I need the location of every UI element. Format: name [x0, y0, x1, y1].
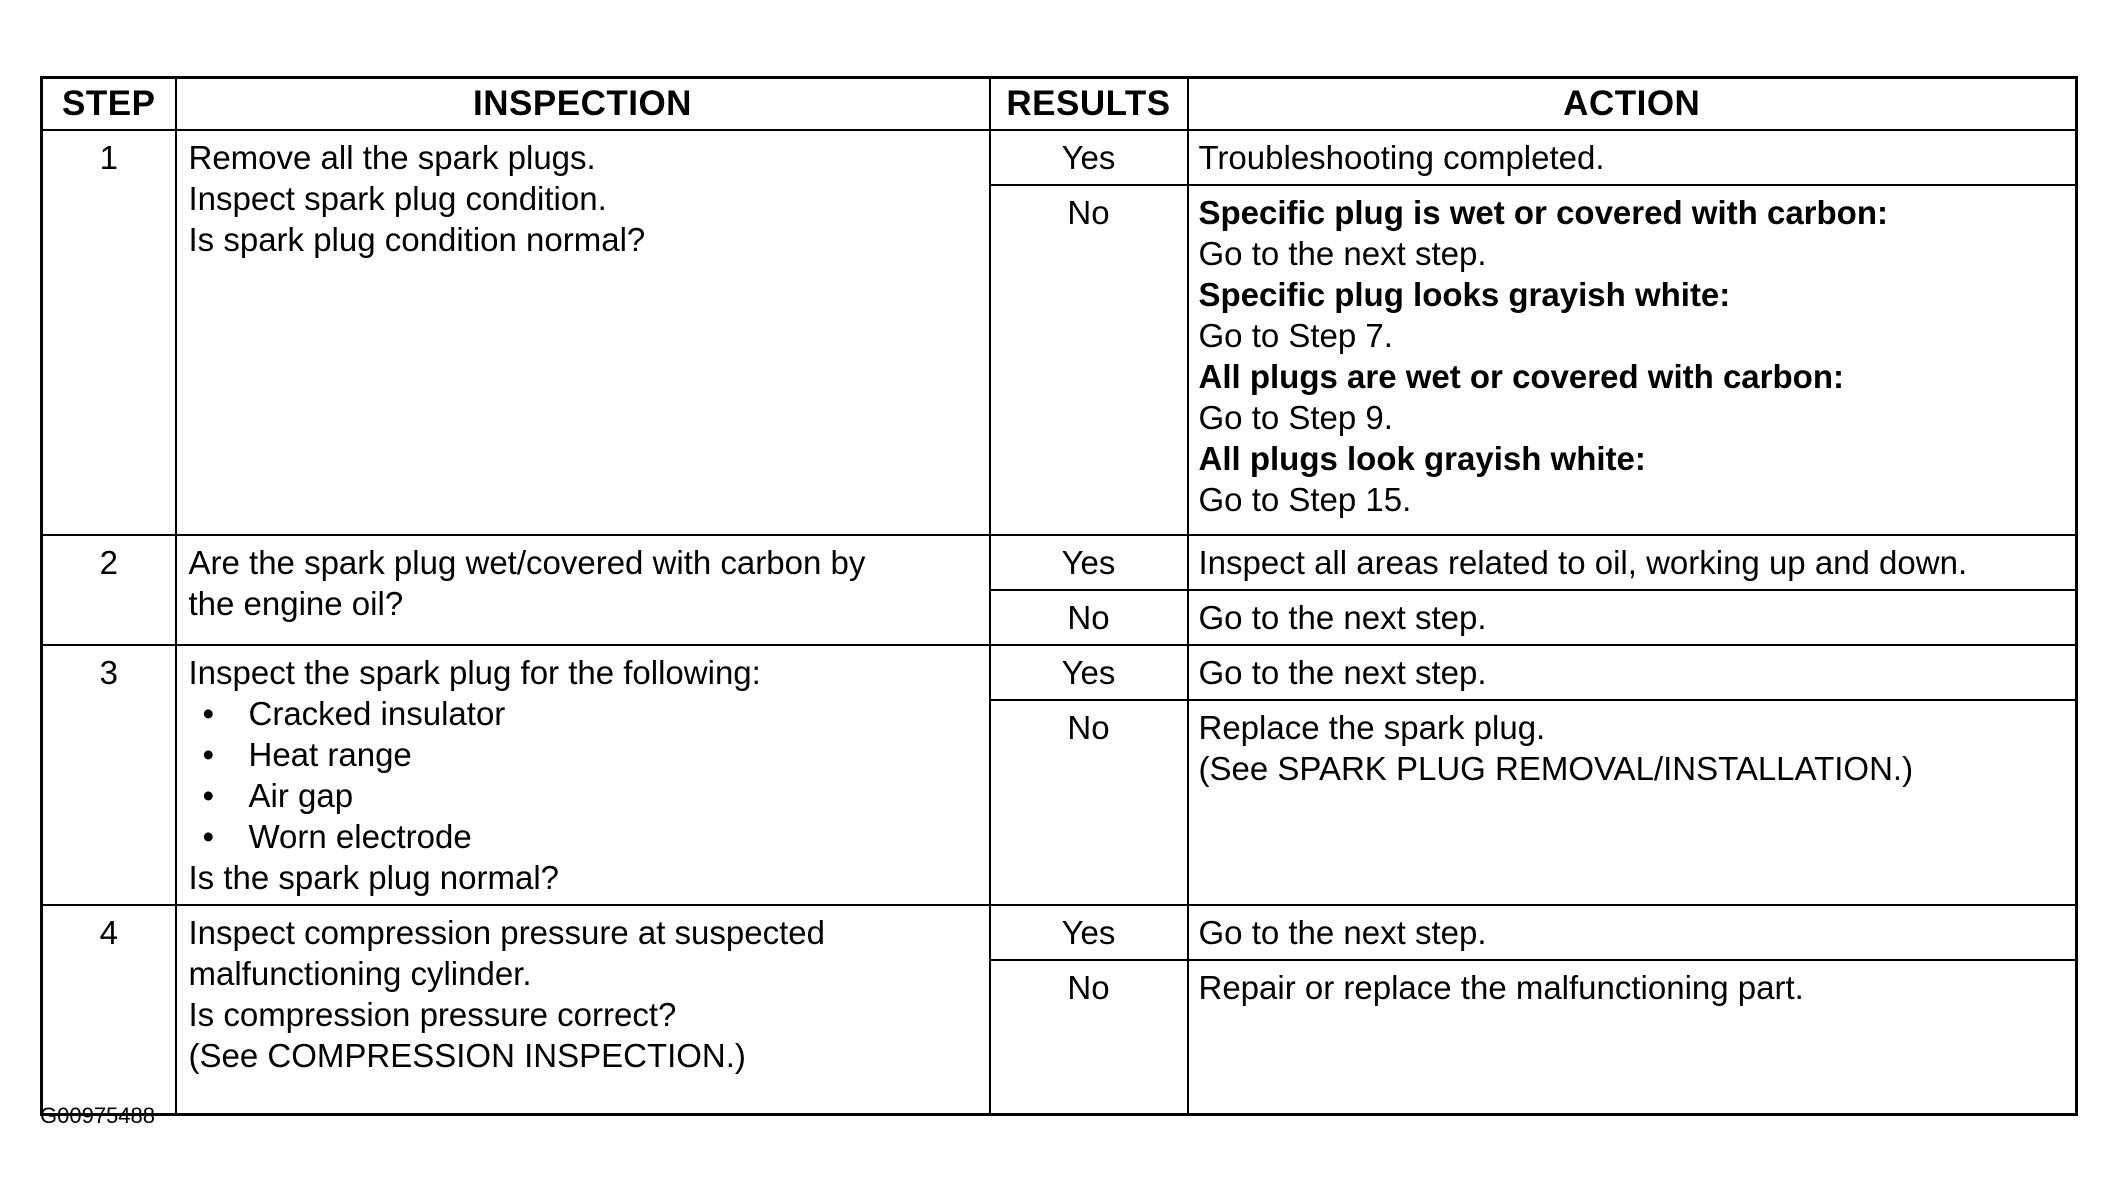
result-no: No [990, 700, 1188, 905]
bullet-text: Heat range [248, 736, 412, 773]
diagnostic-procedure-document [40, 76, 2075, 1116]
header-results: RESULTS [990, 78, 1188, 131]
inspection-line: Is spark plug condition normal? [188, 221, 646, 258]
inspection-line: Inspect spark plug condition. [188, 180, 607, 217]
action-line: Go to the next step. [1198, 599, 1487, 636]
inspection-line: malfunctioning cylinder. [188, 955, 532, 992]
header-action: ACTION [1188, 78, 2077, 131]
result-no: No [990, 960, 1188, 1115]
bullet-icon: • [202, 736, 215, 773]
action-line: Inspect all areas related to oil, working up and down. [1198, 544, 1968, 581]
table-row [42, 130, 2077, 185]
inspection-cell [176, 905, 990, 1115]
bullet-text: Cracked insulator [248, 695, 506, 732]
list-item [203, 693, 979, 734]
action-line: Repair or replace the malfunctioning part. [1198, 969, 1804, 1006]
step-number: 2 [42, 535, 176, 645]
action-line: Go to Step 7. [1198, 317, 1393, 354]
list-item [203, 816, 979, 857]
bullet-icon: • [202, 777, 215, 814]
table-row [42, 905, 2077, 960]
action-condition: All plugs are wet or covered with carbon: [1198, 358, 1844, 395]
list-item [203, 734, 979, 775]
bullet-text: Worn electrode [248, 818, 472, 855]
action-line: Go to the next step. [1198, 914, 1487, 951]
action-line: (See SPARK PLUG REMOVAL/INSTALLATION.) [1198, 750, 1914, 788]
inspection-line: Is the spark plug normal? [188, 859, 560, 896]
action-cell [1188, 905, 2077, 960]
table-row [42, 645, 2077, 700]
action-cell [1188, 185, 2077, 535]
action-line: Go to the next step. [1198, 235, 1487, 272]
result-yes: Yes [990, 535, 1188, 590]
action-line: Troubleshooting completed. [1198, 139, 1605, 176]
list-item [203, 775, 979, 816]
inspection-cell [176, 535, 990, 645]
step-number: 4 [42, 905, 176, 1115]
inspection-line: Inspect the spark plug for the following: [188, 654, 761, 691]
action-cell [1188, 130, 2077, 185]
inspection-cell [176, 645, 990, 905]
inspection-line: Is compression pressure correct? [188, 996, 677, 1033]
inspection-line: the engine oil? [188, 585, 404, 622]
action-cell [1188, 590, 2077, 645]
action-cell [1188, 700, 2077, 905]
action-line: Go to the next step. [1198, 654, 1487, 691]
result-yes: Yes [990, 130, 1188, 185]
action-line: Go to Step 15. [1198, 481, 1412, 518]
result-no: No [990, 590, 1188, 645]
inspection-cell [176, 130, 990, 535]
action-line: Go to Step 9. [1198, 399, 1393, 436]
action-condition: Specific plug is wet or covered with carbon: [1198, 194, 1888, 231]
bullet-text: Air gap [248, 777, 354, 814]
figure-id-label: G00975488 [40, 1103, 155, 1128]
step-number: 1 [42, 130, 176, 535]
action-cell [1188, 535, 2077, 590]
action-line: Replace the spark plug. [1198, 709, 1546, 747]
result-yes: Yes [990, 645, 1188, 700]
table-header-row [42, 78, 2077, 131]
inspection-line: Are the spark plug wet/covered with carbon by [188, 544, 866, 581]
result-yes: Yes [990, 905, 1188, 960]
bullet-icon: • [202, 695, 215, 732]
inspection-line: Inspect compression pressure at suspected [188, 914, 825, 951]
diagnostic-table [40, 76, 2078, 1116]
header-inspection: INSPECTION [176, 78, 990, 131]
action-cell [1188, 645, 2077, 700]
inspection-line: Remove all the spark plugs. [188, 139, 596, 176]
inspection-bullet-list [189, 693, 979, 857]
table-row [42, 535, 2077, 590]
result-no: No [990, 185, 1188, 535]
step-number: 3 [42, 645, 176, 905]
header-step: STEP [42, 78, 176, 131]
action-condition: Specific plug looks grayish white: [1198, 276, 1731, 313]
bullet-icon: • [202, 818, 215, 855]
action-cell [1188, 960, 2077, 1115]
inspection-line: (See COMPRESSION INSPECTION.) [188, 1037, 746, 1074]
action-condition: All plugs look grayish white: [1198, 440, 1646, 477]
